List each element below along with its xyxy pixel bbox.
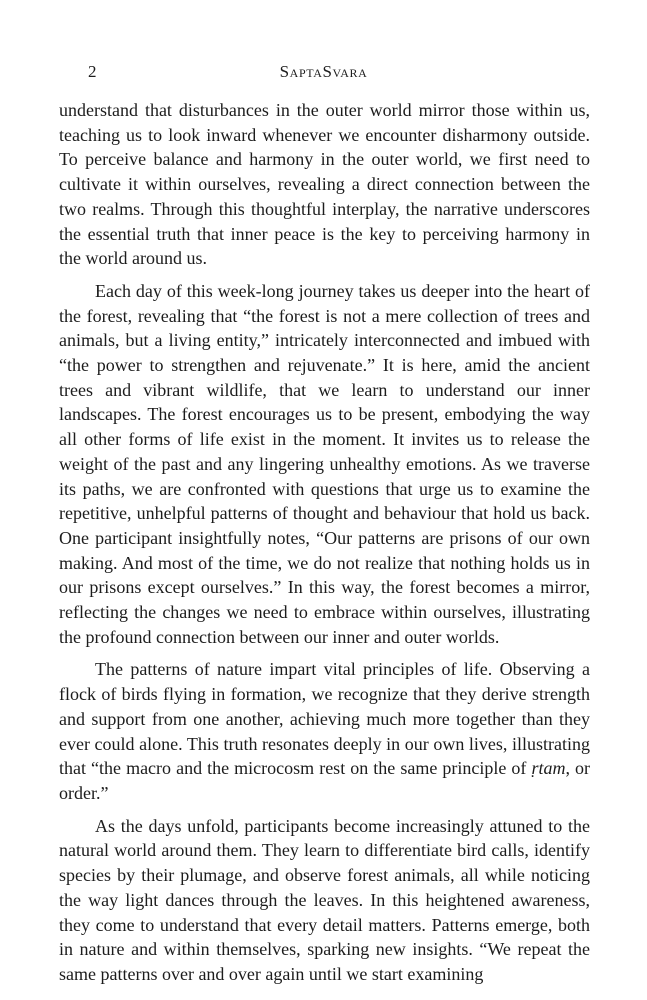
- page-number: 2: [88, 62, 97, 81]
- paragraph-forest-journey: Each day of this week-long journey takes us deeper into the heart of the forest, revealing that “the forest is not a mere collection of trees and animals, but a living entity,” intricately interconnected and imbued with “the power to strengthen and rejuvenate.” It is here, amid the ancient trees and vibrant wildlife, that we learn to understand our inner landscapes. The forest encourages us to be present, embodying the way all other forms of life exist in the moment. It invites us to release the weight of the past and any lingering unhealthy emotions. As we traverse its paths, we are confronted with questions that urge us to examine the repetitive, unhelpful patterns of thought and behaviour that hold us back. One participant insightfully notes, “Our patterns are prisons of our own making. And most of the time, we do not realize that nothing holds us in our prisons except ourselves.” In this way, the forest becomes a mirror, reflecting the changes we need to embrace within ourselves, illustrating the profound connection between our inner and outer worlds.: [59, 280, 590, 647]
- italic-term: ṛtam: [531, 758, 566, 779]
- paragraph-days-unfold: As the days unfold, participants become increasingly attuned to the natural world around them. They learn to differentiate bird calls, identify species by their plumage, and observe forest animals, all while noticing the way light dances through the leaves. In this heightened awareness, they come to understand that every detail matters. Patterns emerge, both in nature and within themselves, sparking new insights. “We repeat the same patterns over and over again until we start examining: [59, 815, 590, 984]
- paragraph-text: , or order.”: [59, 758, 590, 803]
- book-title: SaptaSvara: [279, 62, 368, 81]
- body-text: [59, 98, 590, 995]
- paragraph-text: The patterns of nature impart vital principles of life. Observing a flock of birds flying in formation, we recognize that they derive strength and support from one another, achieving much more together than they ever could alone. This truth resonates deeply in our own lives, illustrating that “the macro and the microcosm rest on the same principle of: [59, 659, 590, 779]
- paragraph-patterns-of-nature: [59, 657, 590, 805]
- running-head: [0, 60, 647, 84]
- paragraph-continuation: understand that disturbances in the outer world mirror those within us, teaching us to look inward whenever we encounter disharmony outside. To perceive balance and harmony in the outer world, we first need to cultivate it within ourselves, revealing a direct connection between the two realms. Through this thoughtful interplay, the narrative underscores the essential truth that inner peace is the key to perceiving harmony in the world around us.: [59, 100, 590, 269]
